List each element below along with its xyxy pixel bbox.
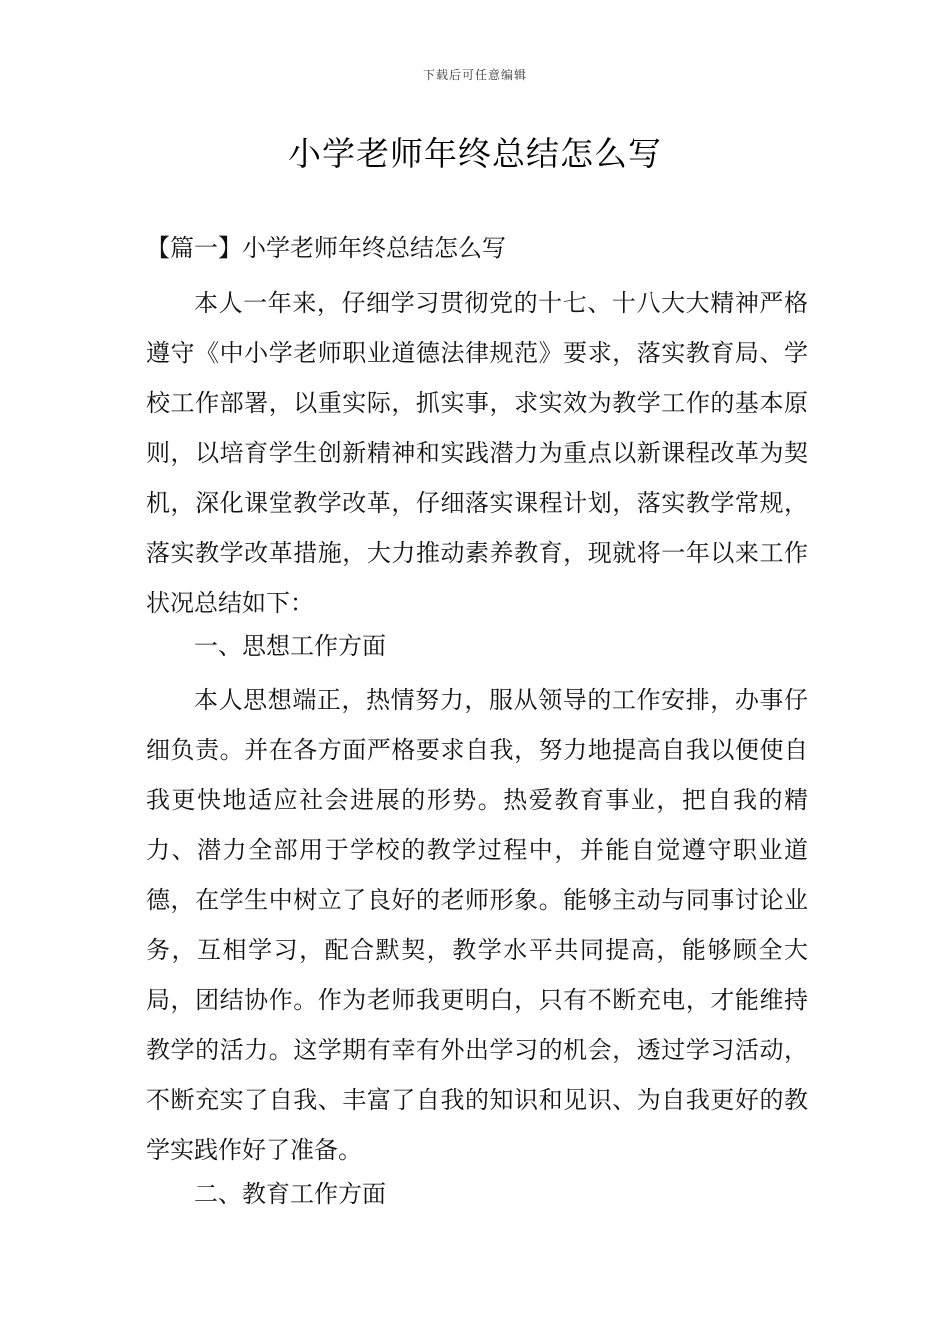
document-title: 小学老师年终总结怎么写 [288, 134, 662, 173]
paragraph-intro [146, 278, 808, 628]
paragraph-text: 本人思想端正，热情努力，服从领导的工作安排，办事仔细负责。并在各方面严格要求自我，努力地提高自我以便使自我更快地适应社会进展的形势。热爱教育事业，把自我的精力、潜力全部用于学校的教学过程中，并能自觉遵守职业道德，在学生中树立了良好的老师形象。能够主动与同事讨论业务，互相学习，配合默契，教学水平共同提高，能够顾全大局，团结协作。作为老师我更明白，只有不断充电，才能维持教学的活力。这学期有幸有外出学习的机会，透过学习活动，不断充实了自我、丰富了自我的知识和见识、为自我更好的教学实践作好了准备。 [146, 686, 808, 1164]
header-note: 下载后可任意编辑 [422, 68, 527, 82]
heading-education: 二、教育工作方面 [194, 1180, 386, 1208]
paragraph-ideology [146, 675, 808, 1175]
paragraph-text: 本人一年来，仔细学习贯彻党的十七、十八大大精神严格遵守《中小学老师职业道德法律规范》要求，落实教育局、学校工作部署，以重实际，抓实事，求实效为教学工作的基本原则，以培育学生创新精神和实践潜力为重点以新课程改革为契机，深化课堂教学改革，仔细落实课程计划，落实教学常规，落实教学改革措施，大力推动素养教育，现就将一年以来工作状况总结如下： [146, 289, 808, 617]
heading-ideology: 一、思想工作方面 [194, 632, 386, 660]
section-heading: 【篇一】小学老师年终总结怎么写 [146, 234, 506, 262]
